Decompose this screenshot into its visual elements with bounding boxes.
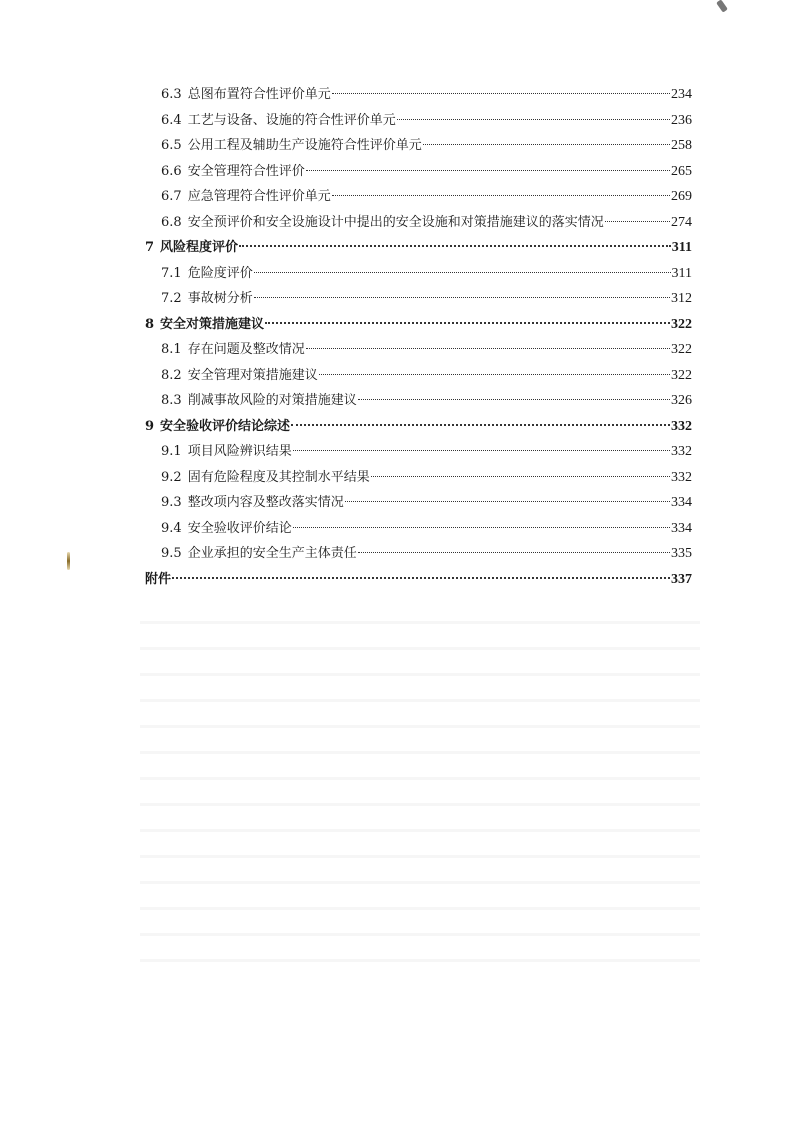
dot-leader — [293, 527, 670, 528]
toc-entry-number: 8.1 — [161, 342, 182, 357]
toc-entry-number: 6.4 — [161, 112, 182, 128]
toc-entry-number: 6.3 — [161, 87, 182, 102]
toc-entry-number: 9 — [145, 418, 155, 434]
toc-entry-number: 8.3 — [161, 393, 182, 408]
toc-entry-section[interactable] — [161, 84, 692, 106]
toc-entry-page: 265 — [671, 163, 692, 179]
dot-leader — [306, 348, 670, 349]
dot-leader — [306, 170, 670, 171]
toc-entry-page: 332 — [671, 444, 692, 459]
toc-entry-title: 安全管理对策措施建议 — [187, 367, 318, 383]
toc-entry-number: 9.1 — [161, 444, 182, 459]
dot-leader — [332, 93, 670, 94]
toc-entry-section[interactable] — [161, 135, 692, 157]
toc-entry-section[interactable] — [161, 263, 692, 285]
toc-entry-number: 9.5 — [161, 546, 182, 561]
toc-entry-chapter[interactable] — [145, 314, 692, 336]
toc-entry-number: 9.2 — [161, 469, 182, 485]
toc-entry-title: 危险度评价 — [187, 265, 253, 281]
dot-leader — [293, 450, 670, 451]
toc-entry-page: 334 — [671, 520, 692, 536]
toc-entry-title: 整改项内容及整改落实情况 — [187, 495, 344, 510]
dot-leader — [358, 552, 670, 553]
toc-entry-page: 312 — [671, 291, 692, 306]
toc-entry-title: 企业承担的安全生产主体责任 — [187, 546, 357, 561]
toc-entry-section[interactable] — [161, 365, 692, 387]
toc-entry-title: 应急管理符合性评价单元 — [187, 189, 331, 204]
dot-leader — [358, 399, 670, 400]
dot-leader — [291, 424, 670, 426]
toc-entry-title: 总图布置符合性评价单元 — [187, 87, 331, 102]
toc-entry-page: 234 — [671, 87, 692, 102]
toc-entry-section[interactable] — [161, 492, 692, 514]
toc-entry-title: 安全验收评价结论综述 — [160, 418, 291, 434]
scan-side-mark — [67, 552, 70, 570]
toc-entry-page: 311 — [671, 240, 692, 255]
dot-leader — [319, 374, 670, 375]
toc-entry-section[interactable] — [161, 161, 692, 183]
dot-leader — [332, 195, 670, 196]
dot-leader — [345, 501, 670, 502]
toc-entry-title: 安全预评价和安全设施设计中提出的安全设施和对策措施建议的落实情况 — [187, 214, 604, 230]
toc-entry-section[interactable] — [161, 441, 692, 463]
toc-entry-title: 安全验收评价结论 — [187, 520, 292, 536]
toc-entry-page: 322 — [671, 367, 692, 383]
dot-leader — [172, 577, 670, 579]
bleed-through-text — [140, 600, 700, 980]
toc-entry-page: 269 — [671, 189, 692, 204]
dot-leader — [265, 322, 670, 324]
toc-entry-page: 335 — [671, 546, 692, 561]
toc-entry-page: 322 — [671, 342, 692, 357]
toc-entry-number: 7.1 — [161, 265, 182, 281]
toc-entry-title: 附件 — [145, 571, 172, 587]
toc-entry-title: 公用工程及辅助生产设施符合性评价单元 — [187, 138, 422, 153]
toc-entry-page: 274 — [671, 214, 692, 230]
toc-entry-number: 9.3 — [161, 495, 182, 510]
toc-entry-appendix[interactable] — [145, 569, 692, 591]
toc-entry-number: 7.2 — [161, 291, 182, 306]
toc-entry-section[interactable] — [161, 518, 692, 540]
toc-entry-section[interactable] — [161, 339, 692, 361]
toc-entry-section[interactable] — [161, 212, 692, 234]
toc-entry-number: 6.8 — [161, 214, 182, 230]
dot-leader — [397, 119, 670, 120]
toc-entry-page: 311 — [671, 265, 692, 281]
toc-entry-chapter[interactable] — [145, 237, 692, 259]
toc-entry-title: 安全管理符合性评价 — [187, 163, 305, 179]
dot-leader — [605, 221, 670, 222]
toc-entry-title: 削减事故风险的对策措施建议 — [187, 393, 357, 408]
toc-entry-section[interactable] — [161, 543, 692, 565]
toc-entry-number: 6.7 — [161, 189, 182, 204]
toc-entry-number: 8 — [145, 316, 155, 332]
toc-entry-page: 258 — [671, 138, 692, 153]
toc-entry-section[interactable] — [161, 110, 692, 132]
toc-entry-title: 风险程度评价 — [160, 240, 239, 255]
toc-entry-page: 322 — [671, 316, 692, 332]
dot-leader — [239, 245, 671, 247]
toc-entry-section[interactable] — [161, 390, 692, 412]
toc-entry-title: 项目风险辨识结果 — [187, 444, 292, 459]
toc-entry-title: 事故树分析 — [187, 291, 253, 306]
toc-entry-page: 332 — [671, 469, 692, 485]
toc-entry-section[interactable] — [161, 467, 692, 489]
toc-entry-title: 存在问题及整改情况 — [187, 342, 305, 357]
toc-entry-title: 固有危险程度及其控制水平结果 — [187, 469, 370, 485]
dot-leader — [254, 272, 671, 273]
toc-entry-page: 337 — [671, 571, 692, 587]
toc-entry-title: 工艺与设备、设施的符合性评价单元 — [187, 112, 396, 128]
dot-leader — [423, 144, 670, 145]
toc-entry-number: 6.6 — [161, 163, 182, 179]
toc-entry-number: 7 — [145, 240, 155, 255]
dot-leader — [371, 476, 670, 477]
toc-entry-page: 332 — [671, 418, 692, 434]
toc-entry-page: 334 — [671, 495, 692, 510]
toc-entry-number: 6.5 — [161, 138, 182, 153]
toc-entry-page: 236 — [671, 112, 692, 128]
toc-entry-chapter[interactable] — [145, 416, 692, 438]
toc-entry-section[interactable] — [161, 288, 692, 310]
toc-entry-section[interactable] — [161, 186, 692, 208]
toc-entry-page: 326 — [671, 393, 692, 408]
toc-entry-number: 9.4 — [161, 520, 182, 536]
scan-corner-mark — [716, 0, 728, 13]
toc-entry-title: 安全对策措施建议 — [160, 316, 265, 332]
dot-leader — [254, 297, 670, 298]
toc-entry-number: 8.2 — [161, 367, 182, 383]
